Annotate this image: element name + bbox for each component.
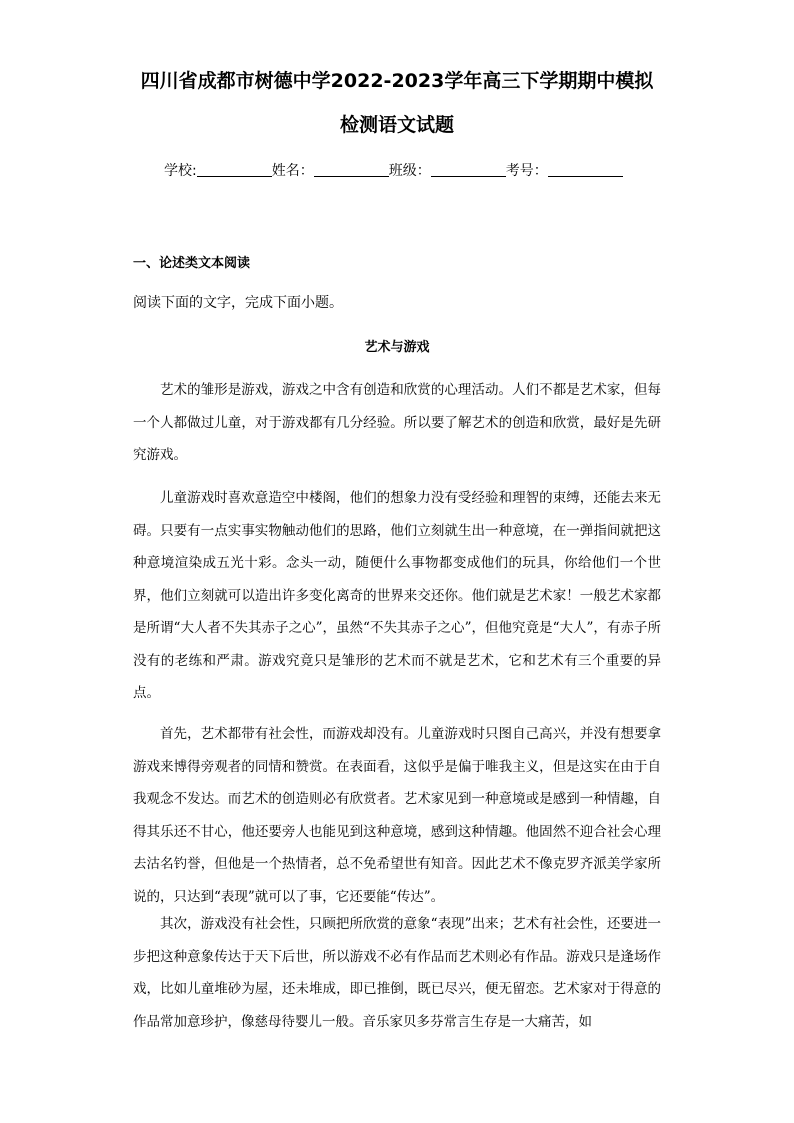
student-info-row <box>164 160 623 180</box>
article-paragraph-1: 艺术的雏形是游戏，游戏之中含有创造和欣赏的心理活动。人们不都是艺术家，但每一个人都做过儿童，对于游戏都有几分经验。所以要了解艺术的创造和欣赏，最好是先研究游戏。 <box>133 382 661 463</box>
article-paragraph-2: 儿童游戏时喜欢意造空中楼阁，他们的想象力没有受经验和理智的束缚，还能去来无碍。只要有一点实事实物触动他们的思路，他们立刻就生出一种意境，在一弹指间就把这种意境渲染成五光十彩。念头一动，随便什么事物都变成他们的玩具，你给他们一个世界，他们立刻就可以造出许多变化离奇的世界来交还你。他们就是艺术家！一般艺术家都是所谓“大人者不失其赤子之心”，虽然“不失其赤子之心”，但他究竟是“大人”，有赤子所没有的老练和严肃。游戏究竟只是雏形的艺术而不就是艺术，它和艺术有三个重要的异点。 <box>133 490 661 701</box>
section-instruction: 阅读下面的文字，完成下面小题。 <box>133 295 343 311</box>
exam-no-label: 考号： <box>505 163 548 179</box>
article-title: 艺术与游戏 <box>364 340 430 355</box>
school-blank[interactable] <box>197 162 272 177</box>
exam-title-line-1: 四川省成都市树德中学2022-2023学年高三下学期期中模拟 <box>140 70 654 92</box>
school-label: 学校: <box>164 163 197 179</box>
name-label: 姓名： <box>271 163 314 179</box>
class-label: 班级： <box>388 163 431 179</box>
exam-no-blank[interactable] <box>548 162 623 177</box>
exam-title-line-2: 检测语文试题 <box>339 114 454 136</box>
article-paragraph-3: 首先，艺术都带有社会性，而游戏却没有。儿童游戏时只图自己高兴，并没有想要拿游戏来博得旁观者的同情和赞赏。在表面看，这似乎是偏于唯我主义，但是这实在由于自我观念不发达。而艺术的创造则必有欣赏者。艺术家见到一种意境或是感到一种情趣，自得其乐还不甘心，他还要旁人也能见到这种意境，感到这种情趣。他固然不迎合社会心理去沽名钓誉，但他是一个热情者，总不免希望世有知音。因此艺术不像克罗齐派美学家所说的，只达到“表现”就可以了事，它还要能“传达”。 <box>133 726 661 905</box>
name-blank[interactable] <box>314 162 389 177</box>
section-heading: 一、论述类文本阅读 <box>133 256 251 271</box>
class-blank[interactable] <box>431 162 506 177</box>
article-paragraph-4: 其次，游戏没有社会性，只顾把所欣赏的意象“表现”出来；艺术有社会性，还要进一步把这种意象传达于天下后世，所以游戏不必有作品而艺术则必有作品。游戏只是逢场作戏，比如儿童堆砂为屋，还未堆成，即已推倒，既已尽兴，便无留恋。艺术家对于得意的作品常加意珍护，像慈母待婴儿一般。音乐家贝多芬常言生存是一大痛苦，如 <box>133 916 661 1030</box>
